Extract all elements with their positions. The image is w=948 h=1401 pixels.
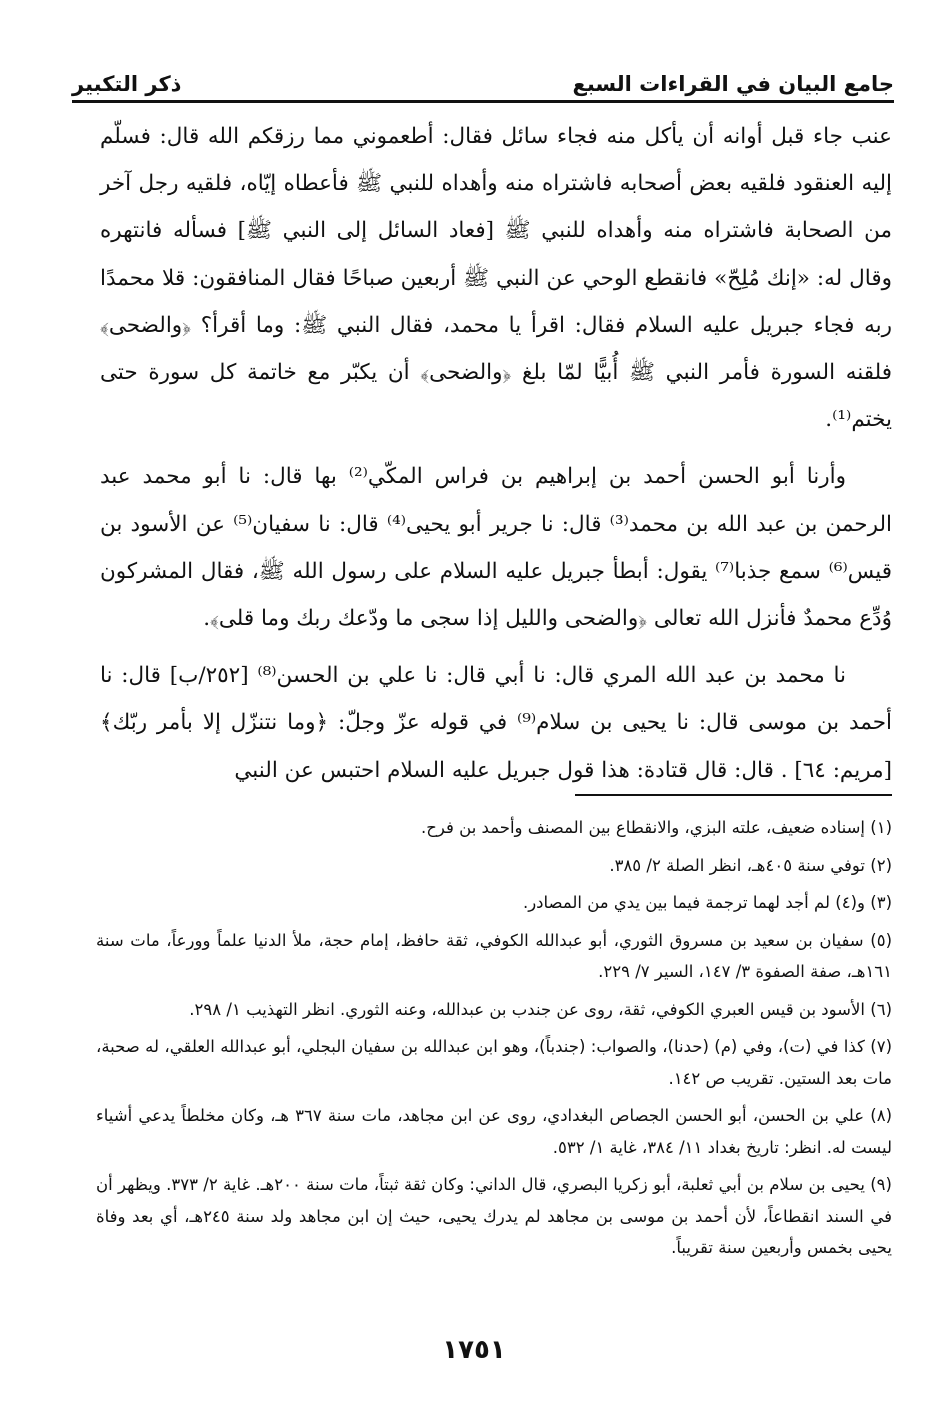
footnote-separator: [575, 794, 892, 796]
paragraph-1: عنب جاء قبل أوانه أن يأكل منه فجاء سائل فقال: أطعموني مما رزقكم الله قال: فسلّم إليه العنقود فلقيه بعض أصحابه فاشتراه منه وأهداه للنبي ﷺ فأعطاه إيّاه، فلقيه رجل آخر من الصحابة فاشتراه منه وأهداه للنبي ﷺ [فعاد السائل إلى النبي ﷺ] فسأله فانتهره وقال له: «إنك مُلِحّ» فانقطع الوحي عن النبي ﷺ أربعين صباحًا فقال المنافقون: قلا محمدًا ربه فجاء جبريل عليه السلام فقال: اقرأ يا محمد، فقال النبي ﷺ: وما أقرأ؟ ﴿والضحى﴾ فلقنه السورة فأمر النبي ﷺ أُبيًّا لمّا بلغ ﴿والضحى﴾ أن يكبّر مع خاتمة كل سورة حتى يختم⁽¹⁾.: [100, 124, 892, 433]
paragraph-2: وأرنا أبو الحسن أحمد بن إبراهيم بن فراس المكّي⁽²⁾ بها قال: نا أبو محمد عبد الرحمن بن عبد الله بن محمد⁽³⁾ قال: نا جرير أبو يحيى⁽⁴⁾ قال: نا سفيان⁽⁵⁾ عن الأسود بن قيس⁽⁶⁾ سمع جذبا⁽⁷⁾ يقول: أبطأ جبريل عليه السلام على رسول الله ﷺ، فقال المشركون وُدِّع محمدٌ فأنزل الله تعالى ﴿والضحى والليل إذا سجى ما ودّعك ربك وما قلى﴾.: [100, 464, 892, 632]
footnote-7: (٧) كذا في (ت)، وفي (م) (حدنا)، والصواب: (جندباً)، وهو ابن عبدالله بن سفيان البجلي، أبو عبدالله العلقي، له صحبة، مات بعد الستين. تقريب ص ١٤٢.: [96, 1037, 892, 1088]
footnotes: [96, 812, 892, 1270]
page-number: ١٧٥١: [442, 1335, 506, 1365]
footnote-8: (٨) علي بن الحسن، أبو الحسن الجصاص البغدادي، روى عن ابن مجاهد، مات سنة ٣٦٧ هـ، وكان مخلطاً يدعي أشياء ليست له. انظر: تاريخ بغداد ١١/ ٣٨٤، غاية ١/ ٥٣٢.: [96, 1106, 892, 1157]
footnote-9: (٩) يحيى بن سلام بن أبي ثعلبة، أبو زكريا البصري، قال الداني: وكان ثقة ثبتاً، مات سنة ٢٠٠هـ. غاية ٢/ ٣٧٣. ويظهر أن في السند انقطاعاً، لأن أحمد بن موسى بن مجاهد لم يدرك يحيى، حيث إن ابن مجاهد ولد سنة ٢٤٥هـ، أي بعد وفاة يحيى بخمس وأربعين سنة تقريباً.: [96, 1175, 892, 1257]
main-text: [100, 113, 892, 794]
footnote-6: (٦) الأسود بن قيس العبري الكوفي، ثقة، روى عن جندب بن عبدالله، وعنه الثوري. انظر التهذيب ١/ ٢٩٨.: [189, 999, 892, 1019]
book-title: جامع البيان في القراءات السبع: [572, 72, 894, 96]
header-rule: [72, 100, 894, 103]
footnote-3: (٣) و(٤) لم أجد لهما ترجمة فيما بين يدي من المصادر.: [522, 893, 892, 912]
footnote-1: (١) إسناده ضعيف، علته البزي، والانقطاع بين المصنف وأحمد بن فرح.: [421, 818, 892, 837]
footnote-2: (٢) توفي سنة ٤٠٥هـ، انظر الصلة ٢/ ٣٨٥.: [609, 855, 892, 875]
running-header: [72, 56, 894, 96]
footnote-5: (٥) سفيان بن سعيد بن مسروق الثوري، أبو عبدالله الكوفي، ثقة حافظ، إمام حجة، ملأ الدنيا علماً وورعاً، مات سنة ١٦١هـ، صفة الصفوة ٣/ ١٤٧، السير ٧/ ٢٢٩.: [96, 930, 892, 981]
chapter-title: ذكر التكبير: [72, 72, 182, 96]
paragraph-3: نا محمد بن عبد الله المري قال: نا أبي قال: نا علي بن الحسن⁽⁸⁾ [٢٥٢/ب] قال: نا أحمد بن موسى قال: نا يحيى بن سلام⁽⁹⁾ في قوله عزّ وجلّ: ﴿وما نتنزّل إلا بأمر ربّك﴾ [مريم: ٦٤] . قال: قال قتادة: هذا قول جبريل عليه السلام احتبس عن النبي: [100, 663, 892, 783]
